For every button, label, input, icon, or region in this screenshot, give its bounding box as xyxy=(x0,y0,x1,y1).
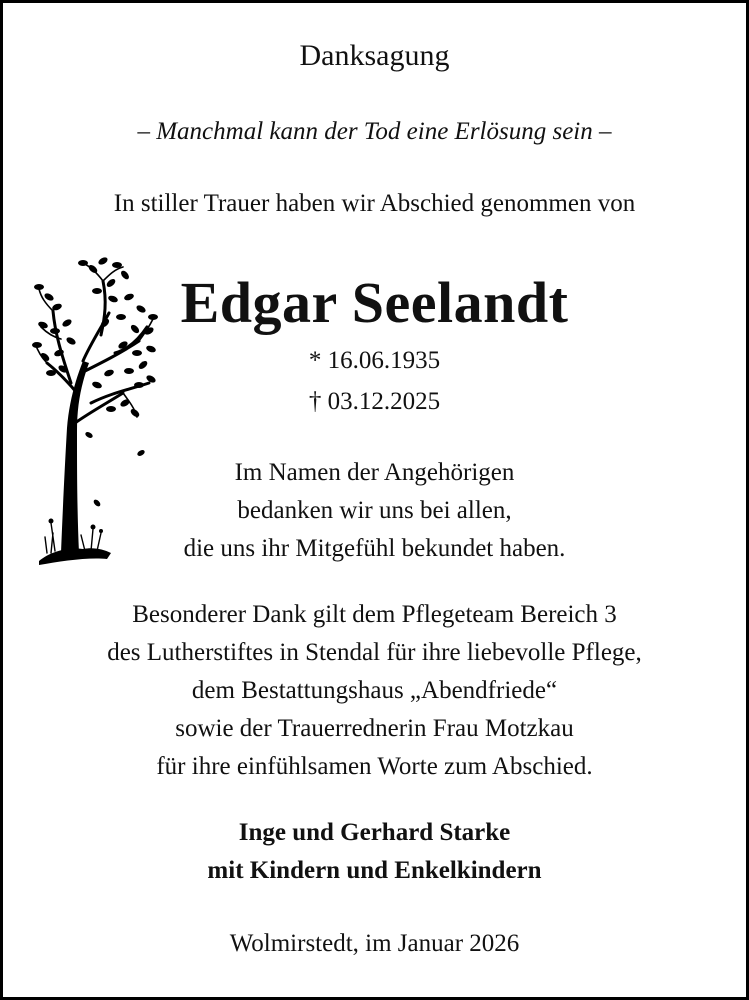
thanks-line: bedanken wir uns bei allen, xyxy=(237,497,512,524)
signature-line: Inge und Gerhard Starke xyxy=(238,819,511,846)
thanks-line: Im Namen der Angehörigen xyxy=(234,459,515,486)
place-and-date: Wolmirstedt, im Januar 2026 xyxy=(229,930,520,957)
thanks-line: die uns ihr Mitgefühl bekundet haben. xyxy=(183,535,566,562)
deceased-name: Edgar Seelandt xyxy=(180,270,569,335)
birth-date: * 16.06.1935 xyxy=(308,347,441,374)
special-thanks-line: sowie der Trauerrednerin Frau Motzkau xyxy=(175,715,574,742)
special-thanks-line: dem Bestattungshaus „Abendfriede“ xyxy=(191,677,558,704)
death-date: † 03.12.2025 xyxy=(308,388,441,415)
notice-title: Danksagung xyxy=(299,39,450,72)
special-thanks-line: des Lutherstiftes in Stendal für ihre liebevolle Pflege, xyxy=(107,639,642,666)
motto: – Manchmal kann der Tod eine Erlösung sein – xyxy=(137,118,612,145)
special-thanks-line: Besonderer Dank gilt dem Pflegeteam Bereich 3 xyxy=(132,601,617,628)
special-thanks-line: für ihre einfühlsamen Worte zum Abschied. xyxy=(156,753,593,780)
signature-line: mit Kindern und Enkelkindern xyxy=(207,857,542,884)
intro-text: In stiller Trauer haben wir Abschied genommen von xyxy=(113,190,636,217)
tree-icon xyxy=(31,253,159,573)
